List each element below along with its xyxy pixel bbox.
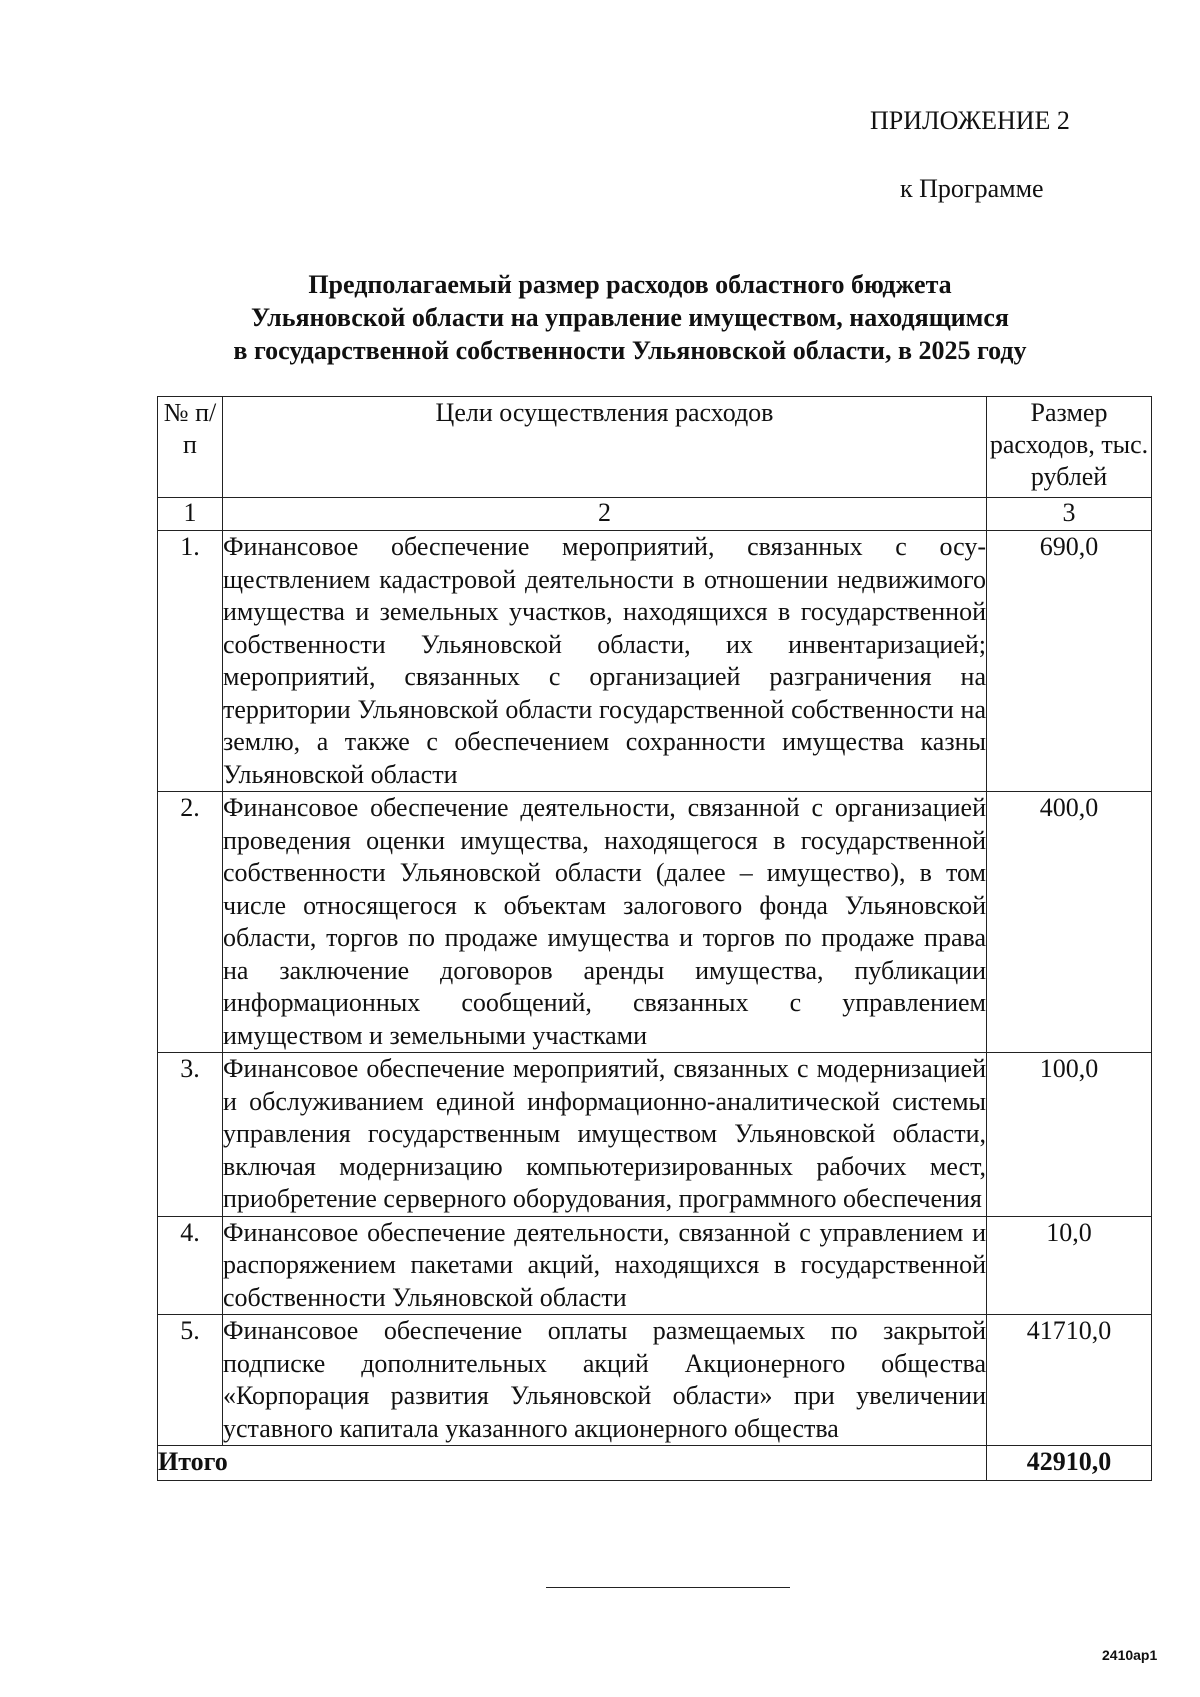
row-amount: 100,0	[987, 1053, 1152, 1217]
row-amount: 690,0	[987, 531, 1152, 792]
document-title	[150, 268, 1110, 367]
column-number: 2	[223, 498, 987, 531]
table-row	[158, 1216, 1152, 1315]
row-number: 5.	[158, 1315, 223, 1446]
document-title-line: в государственной собственности Ульяновской области, в 2025 году	[233, 336, 1027, 365]
header-amount: Размер расходов, тыс. рублей	[987, 397, 1152, 498]
appendix-subtitle: к Программе	[900, 174, 1044, 203]
row-purpose: Финансовое обеспечение оплаты размещаемых по закрытой подписке дополнительных акций Акционерного общества «Корпорация развития Ульяновской области» при увеличении уставного капитала указанного акционерного общества	[223, 1315, 987, 1446]
row-number: 1.	[158, 531, 223, 792]
total-label: Итого	[158, 1446, 987, 1481]
row-number: 2.	[158, 792, 223, 1053]
row-purpose: Финансовое обеспечение деятельности, связанной с организацией проведения оценки имущества, находящегося в государственной собственности Ульяновской области (далее – имущество), в том числе относящегося к объектам залогового фонда Ульяновской области, торгов по продаже имущества и торгов по продаже права на заключение договоров аренды имущества, публикации информационных сообщений, связанных с управлением имуществом и земельными участками	[223, 792, 987, 1053]
column-number: 1	[158, 498, 223, 531]
table-row	[158, 1053, 1152, 1217]
header-purpose: Цели осуществления расходов	[223, 397, 987, 498]
document-title-line: Предполагаемый размер расходов областного бюджета	[308, 270, 952, 299]
column-number: 3	[987, 498, 1152, 531]
row-purpose: Финансовое обеспечение мероприятий, связанных с осуществлением кадастровой деятельности в отношении недвижимого имущества и земельных участков, находящихся в государственной собственности Ульяновской области, их инвентаризацией; мероприятий, связанных с организацией разграничения на территории Ульяновской области государственной собственности на землю, а также с обеспечением сохранности имущества казны Ульяновской области	[223, 531, 987, 792]
row-number: 3.	[158, 1053, 223, 1217]
total-row	[158, 1446, 1152, 1481]
footer-divider	[546, 1587, 790, 1588]
document-title-line: Ульяновской области на управление имуществом, находящимся	[251, 303, 1009, 332]
row-number: 4.	[158, 1216, 223, 1315]
row-purpose: Финансовое обеспечение деятельности, связанной с управлением и распоряжением пакетами акций, находящихся в государственной собственности Ульяновской области	[223, 1216, 987, 1315]
total-amount: 42910,0	[987, 1446, 1152, 1481]
expenses-table	[157, 396, 1152, 1481]
row-amount: 10,0	[987, 1216, 1152, 1315]
row-amount: 400,0	[987, 792, 1152, 1053]
table-row	[158, 531, 1152, 792]
column-number-row	[158, 498, 1152, 531]
row-purpose: Финансовое обеспечение мероприятий, связанных с модернизацией и обслуживанием единой информационно-аналитической системы управления государственным имуществом Ульяновской области, включая модернизацию компьютеризированных рабочих мест, приобретение серверного оборудования, программного обеспечения	[223, 1053, 987, 1217]
header-number: № п/п	[158, 397, 223, 498]
table-header-row	[158, 397, 1152, 498]
table-row	[158, 1315, 1152, 1446]
appendix-label: ПРИЛОЖЕНИЕ 2	[870, 106, 1070, 135]
document-code: 2410ap1	[1102, 1647, 1158, 1663]
table-row	[158, 792, 1152, 1053]
row-amount: 41710,0	[987, 1315, 1152, 1446]
